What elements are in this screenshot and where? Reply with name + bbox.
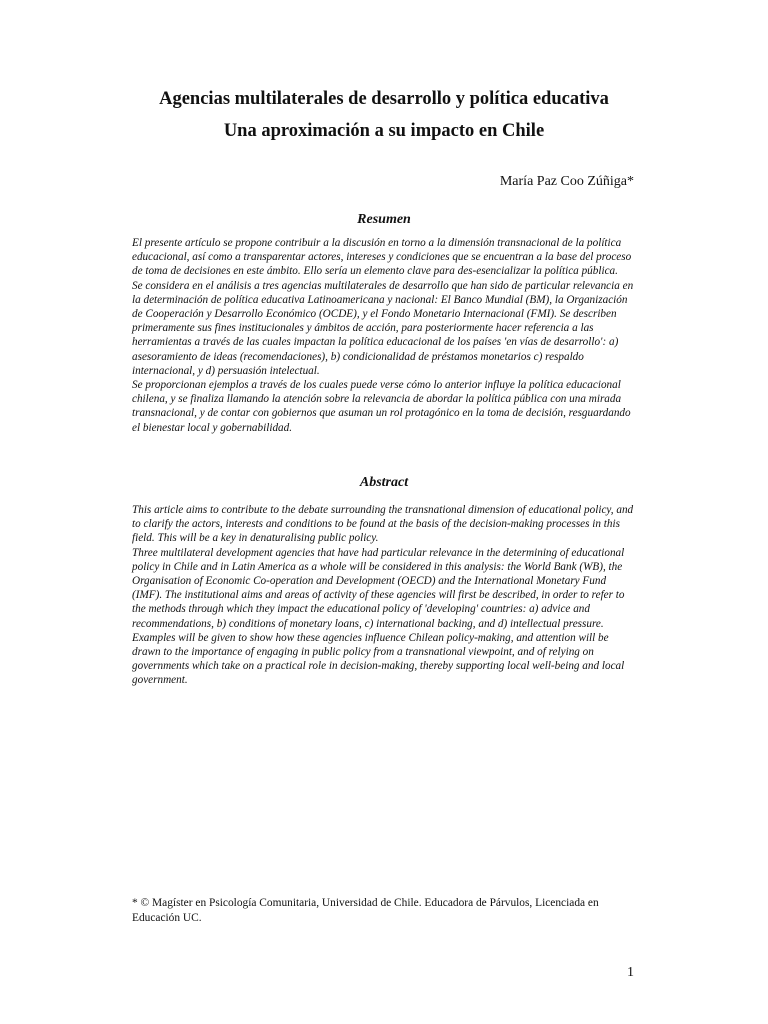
abstract-paragraph: Three multilateral development agencies that have had particular relevance in the determining of educational policy in Chile and in Latin America as a whole will be considered in this analysis: the World Bank (WB), the Organisation of Economic Co-operation and Development (OECD) and the International Monetary Fund (IMF). The institutional aims and areas of activity of these agencies will first be described, in order to refer to the methods through which they impact the educational policy of 'developing' countries: a) advice and recommendations, b) conditions of monetary loans, c) international backing, and d) intellectual pressure. Examples will be given to show how these agencies influence Chilean policy-making, and attention will be drawn to the importance of engaging in public policy from a transnational viewpoint, and of relying on governments which take on a practical role in decision-making, thereby supporting local well-being and local government. xyxy=(132,546,625,687)
resumen-body xyxy=(132,236,637,435)
document-subtitle: Una aproximación a su impacto en Chile xyxy=(223,121,545,141)
abstract-heading: Abstract xyxy=(359,475,409,490)
resumen-paragraph: Se considera en el análisis a tres agencias multilaterales de desarrollo que han sido de particular relevancia en la determinación de política educativa Latinoamericana y nacional: El Banco Mundial (BM), la Organización de Cooperación y Desarrollo Económico (OCDE), y el Fondo Monetario Internacional (FMI). Se describen primeramente sus fines institucionales y ámbitos de acción, para posteriormente hacer referencia a las herramientas a través de las cuales impactan la política educacional de los países 'en vías de desarrollo': a) asesoramiento de ideas (recomendaciones), b) condicionalidad de préstamos monetarios c) respaldo internacional, y d) persuasión intelectual. xyxy=(132,279,634,377)
resumen-paragraph: Se proporcionan ejemplos a través de los cuales puede verse cómo lo anterior influye la política educacional chilena, y se finaliza llamando la atención sobre la relevancia de abordar la política pública con una mirada transnacional, y de contar con gobiernos que asuman un rol protagónico en la toma de decisión, resguardando el bienestar local y gobernabilidad. xyxy=(132,379,631,434)
abstract-paragraph: This article aims to contribute to the debate surrounding the transnational dimension of educational policy, and to clarify the actors, interests and conditions to be found at the basis of the decision-making processes in this field. This will be a key in denaturalising public policy. xyxy=(132,504,634,545)
abstract-body xyxy=(132,503,637,688)
page-number: 1 xyxy=(627,965,634,980)
author-footnote: * © Magíster en Psicología Comunitaria, Universidad de Chile. Educadora de Párvulos, Licenciada en Educación UC. xyxy=(132,897,599,924)
resumen-paragraph: El presente artículo se propone contribuir a la discusión en torno a la dimensión transnacional de la política educacional, así como a transparentar actores, intereses y condiciones que se encuentran a la base del proceso de toma de decisiones en este ámbito. Ello sería un elemento clave para des-esencializar la política pública. xyxy=(132,237,632,278)
document-title: Agencias multilaterales de desarrollo y política educativa xyxy=(159,89,609,109)
resumen-heading: Resumen xyxy=(357,212,411,227)
author-name: María Paz Coo Zúñiga* xyxy=(499,174,634,189)
